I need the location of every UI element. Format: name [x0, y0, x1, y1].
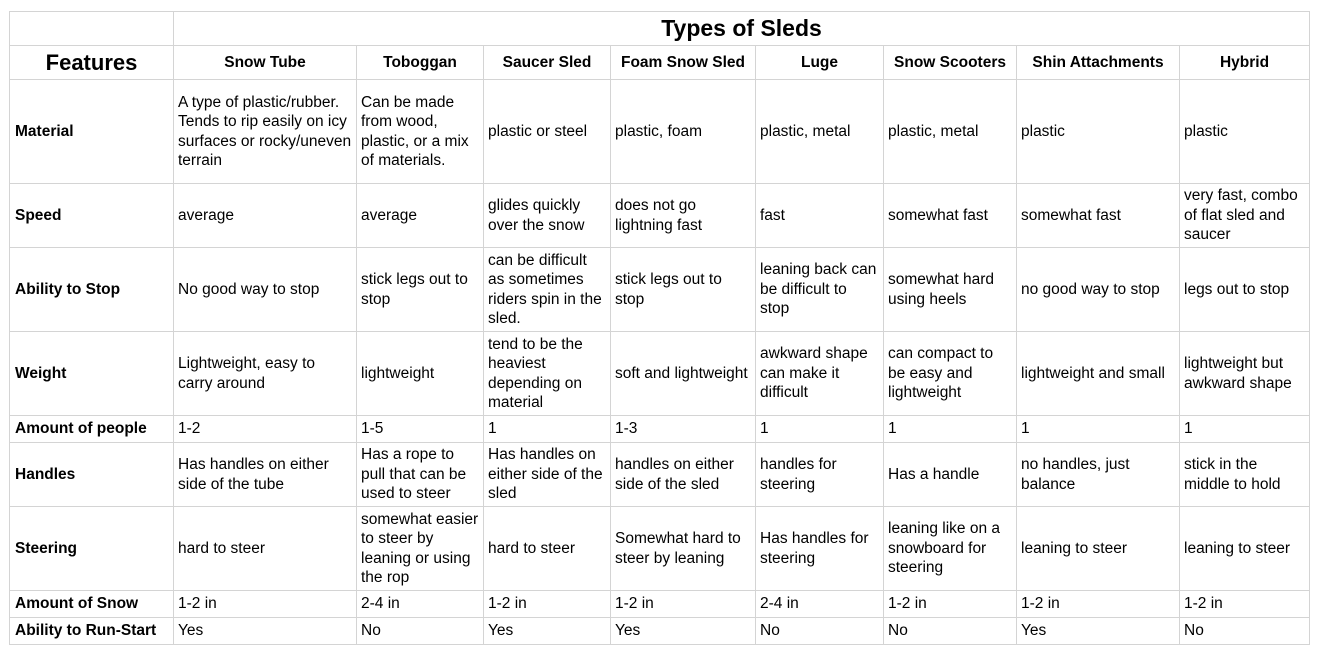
table-cell: 1 [1017, 416, 1180, 443]
table-cell: 1-2 [174, 416, 357, 443]
column-header-toboggan: Toboggan [357, 46, 484, 80]
table-cell: can compact to be easy and lightweight [884, 332, 1017, 416]
table-cell: 1-2 in [484, 591, 611, 618]
corner-cell [10, 12, 174, 46]
table-cell: Somewhat hard to steer by leaning [611, 507, 756, 591]
table-cell: plastic [1180, 80, 1310, 184]
table-cell: Has a rope to pull that can be used to steer [357, 443, 484, 507]
table-cell: 1-2 in [174, 591, 357, 618]
table-cell: Yes [484, 618, 611, 645]
table-cell: 1-5 [357, 416, 484, 443]
table-cell: leaning to steer [1017, 507, 1180, 591]
table-title: Types of Sleds [174, 12, 1310, 46]
table-cell: 2-4 in [756, 591, 884, 618]
table-cell: Has handles on either side of the tube [174, 443, 357, 507]
table-cell: plastic, foam [611, 80, 756, 184]
table-cell: somewhat hard using heels [884, 248, 1017, 332]
table-cell: average [357, 184, 484, 248]
row-handles [10, 443, 1310, 507]
table-cell: plastic, metal [884, 80, 1017, 184]
table-cell: leaning back can be difficult to stop [756, 248, 884, 332]
column-header-luge: Luge [756, 46, 884, 80]
row-header: Ability to Run-Start [10, 618, 174, 645]
table-cell: 2-4 in [357, 591, 484, 618]
table-cell: No [357, 618, 484, 645]
table-cell: No [756, 618, 884, 645]
row-ability-to-run-start [10, 618, 1310, 645]
table-cell: Yes [174, 618, 357, 645]
table-cell: lightweight but awkward shape [1180, 332, 1310, 416]
table-cell: Has a handle [884, 443, 1017, 507]
table-cell: somewhat fast [1017, 184, 1180, 248]
row-header: Material [10, 80, 174, 184]
table-cell: soft and lightweight [611, 332, 756, 416]
table-cell: No good way to stop [174, 248, 357, 332]
table-cell: 1-3 [611, 416, 756, 443]
table-cell: handles on either side of the sled [611, 443, 756, 507]
column-header-snow-scooters: Snow Scooters [884, 46, 1017, 80]
table-cell: 1-2 in [1017, 591, 1180, 618]
row-header: Amount of Snow [10, 591, 174, 618]
row-header: Amount of people [10, 416, 174, 443]
table-cell: no handles, just balance [1017, 443, 1180, 507]
table-cell: very fast, combo of flat sled and saucer [1180, 184, 1310, 248]
table-cell: plastic [1017, 80, 1180, 184]
column-header-hybrid: Hybrid [1180, 46, 1310, 80]
header-row [10, 46, 1310, 80]
table-cell: Yes [1017, 618, 1180, 645]
table-cell: handles for steering [756, 443, 884, 507]
row-amount-of-snow [10, 591, 1310, 618]
table-cell: A type of plastic/rubber. Tends to rip easily on icy surfaces or rocky/uneven terrain [174, 80, 357, 184]
table-cell: hard to steer [174, 507, 357, 591]
table-cell: stick in the middle to hold [1180, 443, 1310, 507]
row-ability-to-stop [10, 248, 1310, 332]
table-cell: 1 [884, 416, 1017, 443]
table-cell: awkward shape can make it difficult [756, 332, 884, 416]
row-header: Handles [10, 443, 174, 507]
table-cell: Yes [611, 618, 756, 645]
table-cell: somewhat easier to steer by leaning or using the rop [357, 507, 484, 591]
table-cell: can be difficult as sometimes riders spin in the sled. [484, 248, 611, 332]
row-speed [10, 184, 1310, 248]
table-cell: No [884, 618, 1017, 645]
table-cell: Can be made from wood, plastic, or a mix of materials. [357, 80, 484, 184]
row-amount-of-people [10, 416, 1310, 443]
table-cell: 1-2 in [884, 591, 1017, 618]
features-header: Features [10, 46, 174, 80]
row-header: Weight [10, 332, 174, 416]
table-cell: somewhat fast [884, 184, 1017, 248]
table-cell: glides quickly over the snow [484, 184, 611, 248]
table-cell: legs out to stop [1180, 248, 1310, 332]
table-cell: Lightweight, easy to carry around [174, 332, 357, 416]
table-cell: stick legs out to stop [357, 248, 484, 332]
column-header-shin-attachments: Shin Attachments [1017, 46, 1180, 80]
table-cell: plastic, metal [756, 80, 884, 184]
column-header-foam-snow-sled: Foam Snow Sled [611, 46, 756, 80]
table-cell: average [174, 184, 357, 248]
table-cell: 1-2 in [1180, 591, 1310, 618]
table-cell: lightweight [357, 332, 484, 416]
table-cell: 1 [1180, 416, 1310, 443]
row-material [10, 80, 1310, 184]
title-row [10, 12, 1310, 46]
row-header: Speed [10, 184, 174, 248]
row-header: Steering [10, 507, 174, 591]
table-cell: lightweight and small [1017, 332, 1180, 416]
row-header: Ability to Stop [10, 248, 174, 332]
table-cell: 1 [484, 416, 611, 443]
table-cell: does not go lightning fast [611, 184, 756, 248]
row-steering [10, 507, 1310, 591]
table-cell: plastic or steel [484, 80, 611, 184]
sled-comparison-table [9, 11, 1310, 645]
table-cell: leaning like on a snowboard for steering [884, 507, 1017, 591]
row-weight [10, 332, 1310, 416]
column-header-saucer-sled: Saucer Sled [484, 46, 611, 80]
table-cell: tend to be the heaviest depending on material [484, 332, 611, 416]
table-cell: no good way to stop [1017, 248, 1180, 332]
table-cell: No [1180, 618, 1310, 645]
table-cell: 1-2 in [611, 591, 756, 618]
table-cell: fast [756, 184, 884, 248]
table-cell: Has handles on either side of the sled [484, 443, 611, 507]
table-cell: stick legs out to stop [611, 248, 756, 332]
table-cell: leaning to steer [1180, 507, 1310, 591]
table-cell: Has handles for steering [756, 507, 884, 591]
table-cell: 1 [756, 416, 884, 443]
column-header-snow-tube: Snow Tube [174, 46, 357, 80]
table-cell: hard to steer [484, 507, 611, 591]
